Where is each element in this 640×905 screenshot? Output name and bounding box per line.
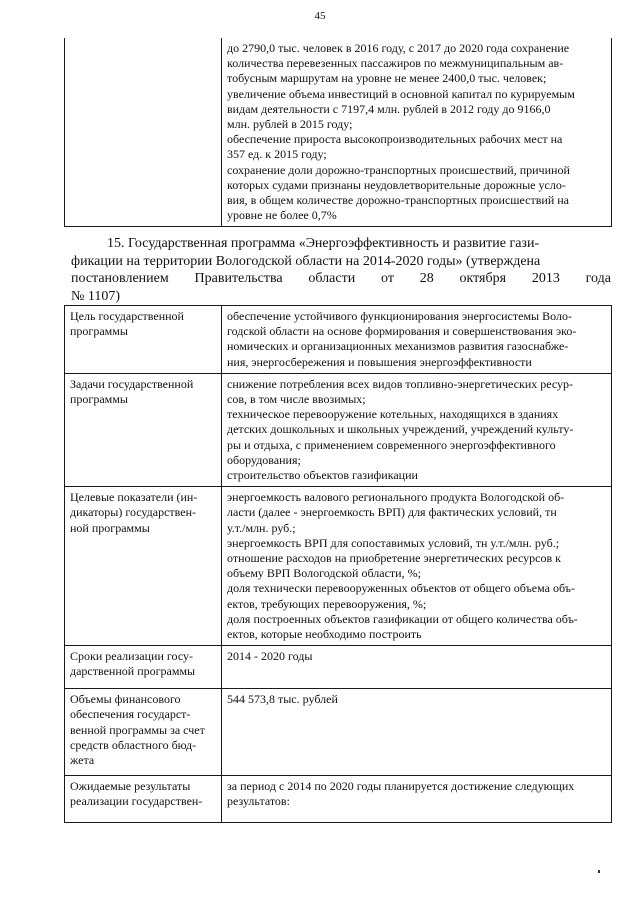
label-line: Объемы финансового bbox=[70, 692, 181, 707]
value-line: детских дошкольных и школьных учреждений, учреждений культу- bbox=[227, 422, 574, 437]
label-line: Ожидаемые результаты bbox=[70, 779, 191, 794]
value-line: техническое перевооружение котельных, находящихся в зданиях bbox=[227, 407, 559, 422]
scan-mark bbox=[598, 870, 600, 873]
value-line: отношение расходов на приобретение энергетических ресурсов к bbox=[227, 551, 561, 566]
value-line: объему ВРП Вологодской области, %; bbox=[227, 566, 421, 581]
results-line: которых судами признаны неудовлетворительные дорожные усло- bbox=[227, 177, 566, 192]
label-line: венной программы за счет bbox=[70, 722, 205, 737]
empty-label-cell bbox=[65, 38, 222, 227]
row-label-timeline bbox=[65, 646, 222, 689]
table-row bbox=[65, 646, 612, 689]
table-row bbox=[65, 38, 612, 227]
label-line: дарственной программы bbox=[70, 664, 196, 679]
label-line: обеспечения государст- bbox=[70, 707, 191, 722]
continued-results-table bbox=[64, 38, 612, 227]
row-label-tasks bbox=[65, 373, 222, 486]
row-value-tasks bbox=[222, 373, 612, 486]
value-line: оборудования; bbox=[227, 452, 301, 467]
results-line: тобусным маршрутам на уровне не менее 2400,0 тыс. человек; bbox=[227, 71, 547, 86]
label-line: жета bbox=[70, 753, 95, 768]
value-line: годской области на основе формирования и совершенствования эко- bbox=[227, 324, 577, 339]
value-line: ры и отдыха, с применением современного энергоэффективного bbox=[227, 437, 556, 452]
results-line: видам деятельности с 7197,4 млн. рублей в 2012 году до 9166,0 bbox=[227, 101, 551, 116]
results-line: уровне не более 0,7% bbox=[227, 208, 337, 223]
page-number: 45 bbox=[314, 10, 326, 22]
heading-line: фикации на территории Вологодской области на 2014-2020 годы» (утверждена bbox=[71, 253, 541, 269]
label-line: средств областного бюд- bbox=[70, 737, 197, 752]
label-line: дикаторы) государствен- bbox=[70, 505, 197, 520]
table-row bbox=[65, 373, 612, 486]
label-line: программы bbox=[70, 392, 128, 407]
value-line: сов, в том числе ввозимых; bbox=[227, 392, 366, 407]
row-label-funding bbox=[65, 689, 222, 776]
heading-word: 28 bbox=[419, 271, 434, 286]
value-line: 544 573,8 тыс. рублей bbox=[227, 692, 338, 707]
label-line: Цель государственной bbox=[70, 309, 184, 323]
heading-line: № 1107) bbox=[71, 288, 120, 304]
value-line: ласти (далее - энергоемкость ВРП) для фактических условий, тн bbox=[227, 505, 557, 520]
results-line: до 2790,0 тыс. человек в 2016 году, с 2017 до 2020 года сохранение bbox=[227, 41, 570, 55]
row-label-expected-results bbox=[65, 776, 222, 823]
heading-word: от bbox=[381, 271, 394, 286]
results-line: млн. рублей в 2015 году; bbox=[227, 117, 353, 132]
results-continued-cell bbox=[222, 38, 612, 227]
value-line: снижение потребления всех видов топливно-энергетических ресур- bbox=[227, 376, 574, 391]
table-row bbox=[65, 689, 612, 776]
value-line: номических и организационных механизмов развития газоснабже- bbox=[227, 339, 569, 354]
row-value-indicators bbox=[222, 487, 612, 646]
value-line: доля технически перевооруженных объектов от общего объема объ- bbox=[227, 581, 575, 596]
results-line: 357 ед. к 2015 году; bbox=[227, 147, 327, 162]
heading-word: октября bbox=[459, 271, 507, 286]
value-line: ектов, требующих перевооружения, %; bbox=[227, 596, 427, 611]
value-line: обеспечение устойчивого функционирования энергосистемы Воло- bbox=[227, 309, 572, 323]
row-value-funding bbox=[222, 689, 612, 776]
table-row bbox=[65, 306, 612, 374]
heading-word: Правительства bbox=[194, 271, 283, 286]
value-line: доля построенных объектов газификации от общего количества объ- bbox=[227, 611, 578, 626]
results-line: количества перевезенных пассажиров по межмуниципальным ав- bbox=[227, 56, 564, 71]
heading-line-justified bbox=[71, 270, 611, 288]
results-line: обеспечение прироста высокопроизводительных рабочих мест на bbox=[227, 132, 563, 147]
program-passport-table bbox=[64, 305, 612, 823]
value-line: результатов: bbox=[227, 794, 290, 809]
row-value-goal bbox=[222, 306, 612, 374]
label-line: Задачи государственной bbox=[70, 376, 194, 391]
value-line: ния, энергосбережения и повышения энергоэффективности bbox=[227, 354, 532, 369]
row-value-timeline bbox=[222, 646, 612, 689]
label-line: Сроки реализации госу- bbox=[70, 649, 193, 664]
table-row bbox=[65, 487, 612, 646]
value-line: энергоемкость ВРП для сопоставимых условий, тн у.т./млн. руб.; bbox=[227, 535, 560, 550]
label-line: программы bbox=[70, 324, 128, 339]
value-line: строительство объектов газификации bbox=[227, 468, 418, 483]
value-line: за период с 2014 по 2020 годы планируется достижение следующих bbox=[227, 779, 575, 794]
results-line: сохранение доли дорожно-транспортных происшествий, причиной bbox=[227, 162, 570, 177]
heading-word: года bbox=[585, 271, 611, 286]
value-line: у.т./млн. руб.; bbox=[227, 520, 296, 535]
label-line: реализации государствен- bbox=[70, 794, 203, 809]
heading-word: 2013 bbox=[531, 271, 560, 286]
row-label-indicators bbox=[65, 487, 222, 646]
value-line: ектов, которые необходимо построить bbox=[227, 627, 422, 642]
row-value-expected-results bbox=[222, 776, 612, 823]
section-heading bbox=[71, 235, 611, 305]
value-line: энергоемкость валового регионального продукта Вологодской об- bbox=[227, 490, 565, 505]
heading-word: области bbox=[308, 271, 356, 286]
results-line: вия, в общем количестве дорожно-транспортных происшествий на bbox=[227, 193, 569, 208]
table-row bbox=[65, 776, 612, 823]
label-line: ной программы bbox=[70, 520, 150, 535]
results-line: увеличение объема инвестиций в основной капитал по курируемым bbox=[227, 86, 575, 101]
row-label-goal bbox=[65, 306, 222, 374]
heading-word: постановлением bbox=[71, 271, 169, 286]
heading-line: 15. Государственная программа «Энергоэффективность и развитие гази- bbox=[107, 236, 540, 251]
label-line: Целевые показатели (ин- bbox=[70, 490, 198, 505]
value-line: 2014 - 2020 годы bbox=[227, 649, 313, 664]
